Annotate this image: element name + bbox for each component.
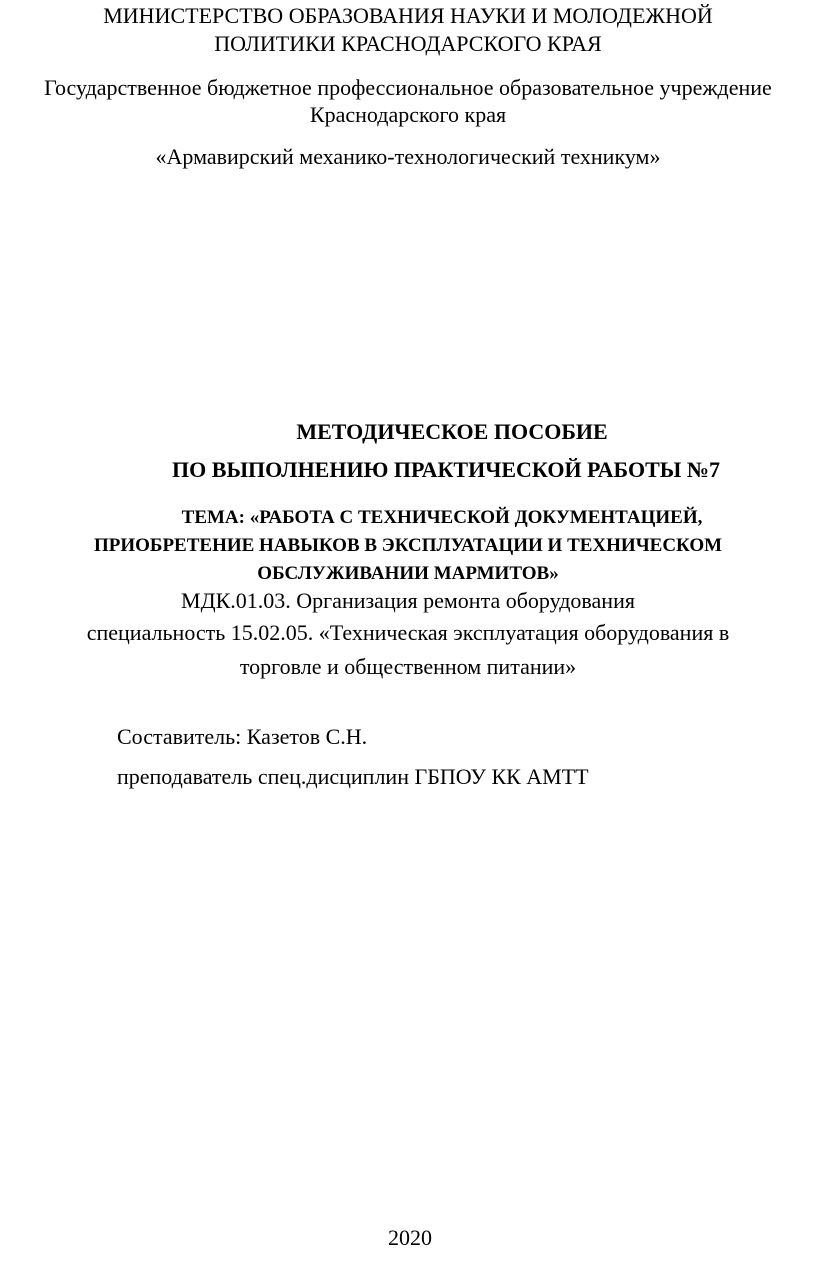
specialty-line-2: торговле и общественном питании» [239,654,577,679]
ministry-line-2: ПОЛИТИКИ КРАСНОДАРСКОГО КРАЯ [214,31,602,56]
topic-line-3: ОБСЛУЖИВАНИИ МАРМИТОВ» [257,563,559,584]
institution-line-1: Государственное бюджетное профессиональное образовательное учреждение [44,75,772,100]
compiler-line: Составитель: Казетов С.Н. [117,724,368,749]
position-line: преподаватель спец.дисциплин ГБПОУ КК АМТТ [117,764,589,789]
ministry-line-1: МИНИСТЕРСТВО ОБРАЗОВАНИЯ НАУКИ И МОЛОДЕЖНОЙ [103,3,713,28]
mdk-line: МДК.01.03. Организация ремонта оборудования [181,588,635,613]
document-title-line-2: ПО ВЫПОЛНЕНИЮ ПРАКТИЧЕСКОЙ РАБОТЫ №7 [172,457,720,482]
topic-line-2: ПРИОБРЕТЕНИЕ НАВЫКОВ В ЭКСПЛУАТАЦИИ И ТЕХНИЧЕСКОМ [93,535,723,556]
institution-line-2: Краснодарского края [309,102,507,127]
year: 2020 [388,1225,432,1250]
college-name: «Армавирский механико-технологический техникум» [155,144,661,169]
topic-line-1: ТЕМА: «РАБОТА С ТЕХНИЧЕСКОЙ ДОКУМЕНТАЦИЕЙ, [181,507,703,528]
document-title-line-1: МЕТОДИЧЕСКОЕ ПОСОБИЕ [296,419,608,444]
specialty-line-1: специальность 15.02.05. «Техническая эксплуатация оборудования в [86,620,730,645]
